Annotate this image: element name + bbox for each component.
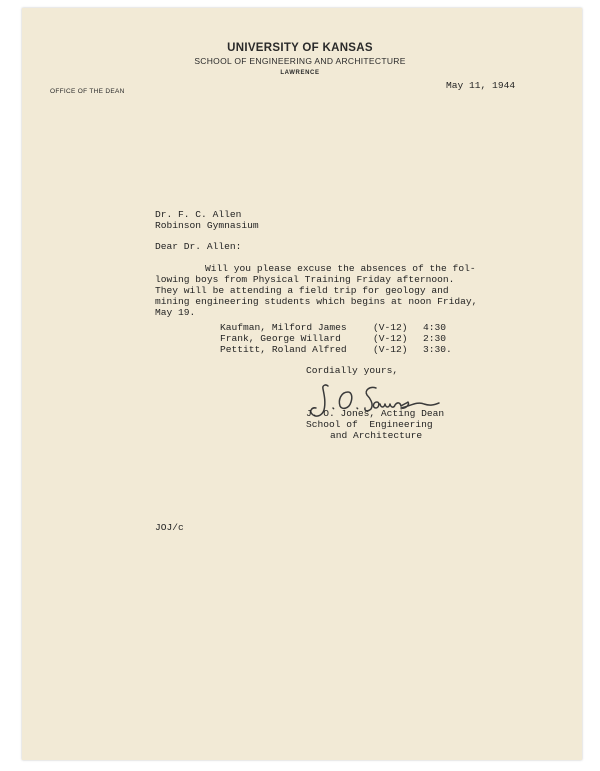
signer-name: J. O. Jones, Acting Dean <box>306 408 445 419</box>
recipient-place: Robinson Gymnasium <box>155 220 259 231</box>
letter-date: May 11, 1944 <box>446 80 516 91</box>
student-name: Kaufman, Milford James <box>220 322 347 333</box>
letterhead-school: SCHOOL OF ENGINEERING AND ARCHITECTURE <box>194 56 406 66</box>
student-time: 4:30 <box>423 322 447 333</box>
student-time: 3:30. <box>423 344 452 355</box>
recipient-name: Dr. F. C. Allen <box>155 209 242 220</box>
student-name: Frank, George Willard <box>220 333 341 344</box>
student-unit: (V-12) <box>373 322 408 333</box>
student-unit: (V-12) <box>373 333 408 344</box>
student-name: Pettitt, Roland Alfred <box>220 344 347 355</box>
body-line: Will you please excuse the absences of the fol- <box>205 263 476 274</box>
letterhead-office: OFFICE OF THE DEAN <box>50 88 125 95</box>
signer-school-cont: and Architecture <box>330 430 423 441</box>
body-line: They will be attending a field trip for geology and <box>155 285 449 296</box>
closing: Cordially yours, <box>306 365 399 376</box>
reference-initials: JOJ/c <box>155 522 184 533</box>
body-line: lowing boys from Physical Training Friday afternoon. <box>155 274 455 285</box>
body-line: mining engineering students which begins at noon Friday, <box>155 296 478 307</box>
letterhead-university: UNIVERSITY OF KANSAS <box>227 42 373 54</box>
letter-page <box>22 8 582 760</box>
student-unit: (V-12) <box>373 344 408 355</box>
signer-school: School of Engineering <box>306 419 433 430</box>
letterhead-city: LAWRENCE <box>280 70 320 76</box>
student-time: 2:30 <box>423 333 447 344</box>
body-line: May 19. <box>155 307 196 318</box>
salutation: Dear Dr. Allen: <box>155 241 242 252</box>
